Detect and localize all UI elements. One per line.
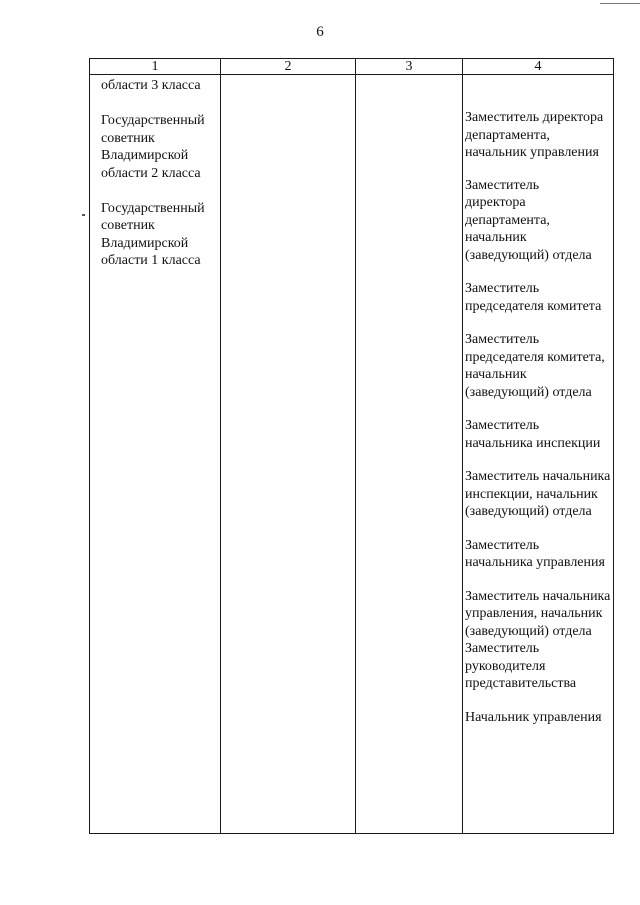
column-header-3: 3 — [356, 59, 463, 75]
scan-speck — [600, 3, 640, 4]
class-rank-cell — [90, 75, 221, 834]
position-entry: Заместитель начальника инспекции — [465, 418, 601, 451]
position-entry: Заместитель директора департамента, начальник (заведующий) отдела — [465, 177, 592, 263]
column-3-cell — [356, 75, 463, 834]
class-rank-entry: Государственный советник Владимирской области 1 класса — [101, 200, 205, 268]
column-header-1: 1 — [90, 59, 221, 75]
column-header-2: 2 — [221, 59, 356, 75]
position-entry: Заместитель директора департамента, начальник управления — [465, 110, 604, 160]
table-header-row — [90, 59, 614, 75]
class-rank-entry: области 3 класса — [101, 78, 201, 93]
column-header-4: 4 — [463, 59, 614, 75]
position-entry: Заместитель начальника управления — [465, 537, 605, 570]
page-number: 6 — [316, 24, 324, 40]
table-row — [90, 75, 614, 834]
position-entry: Заместитель начальника инспекции, начальник (заведующий) отдела — [465, 469, 611, 519]
scan-speck — [82, 214, 85, 216]
positions-cell — [463, 75, 614, 834]
position-entry: Начальник управления — [465, 709, 602, 725]
position-entry: Заместитель председателя комитета, начальник (заведующий) отдела — [465, 332, 605, 400]
positions-table — [89, 58, 614, 834]
position-entry: Заместитель начальника управления, начальник (заведующий) отдела — [465, 588, 611, 639]
class-rank-entry: Государственный советник Владимирской области 2 класса — [101, 113, 205, 181]
position-entry: Заместитель председателя комитета — [465, 281, 602, 314]
position-entry: Заместитель руководителя представительства — [465, 641, 577, 691]
column-2-cell — [221, 75, 356, 834]
